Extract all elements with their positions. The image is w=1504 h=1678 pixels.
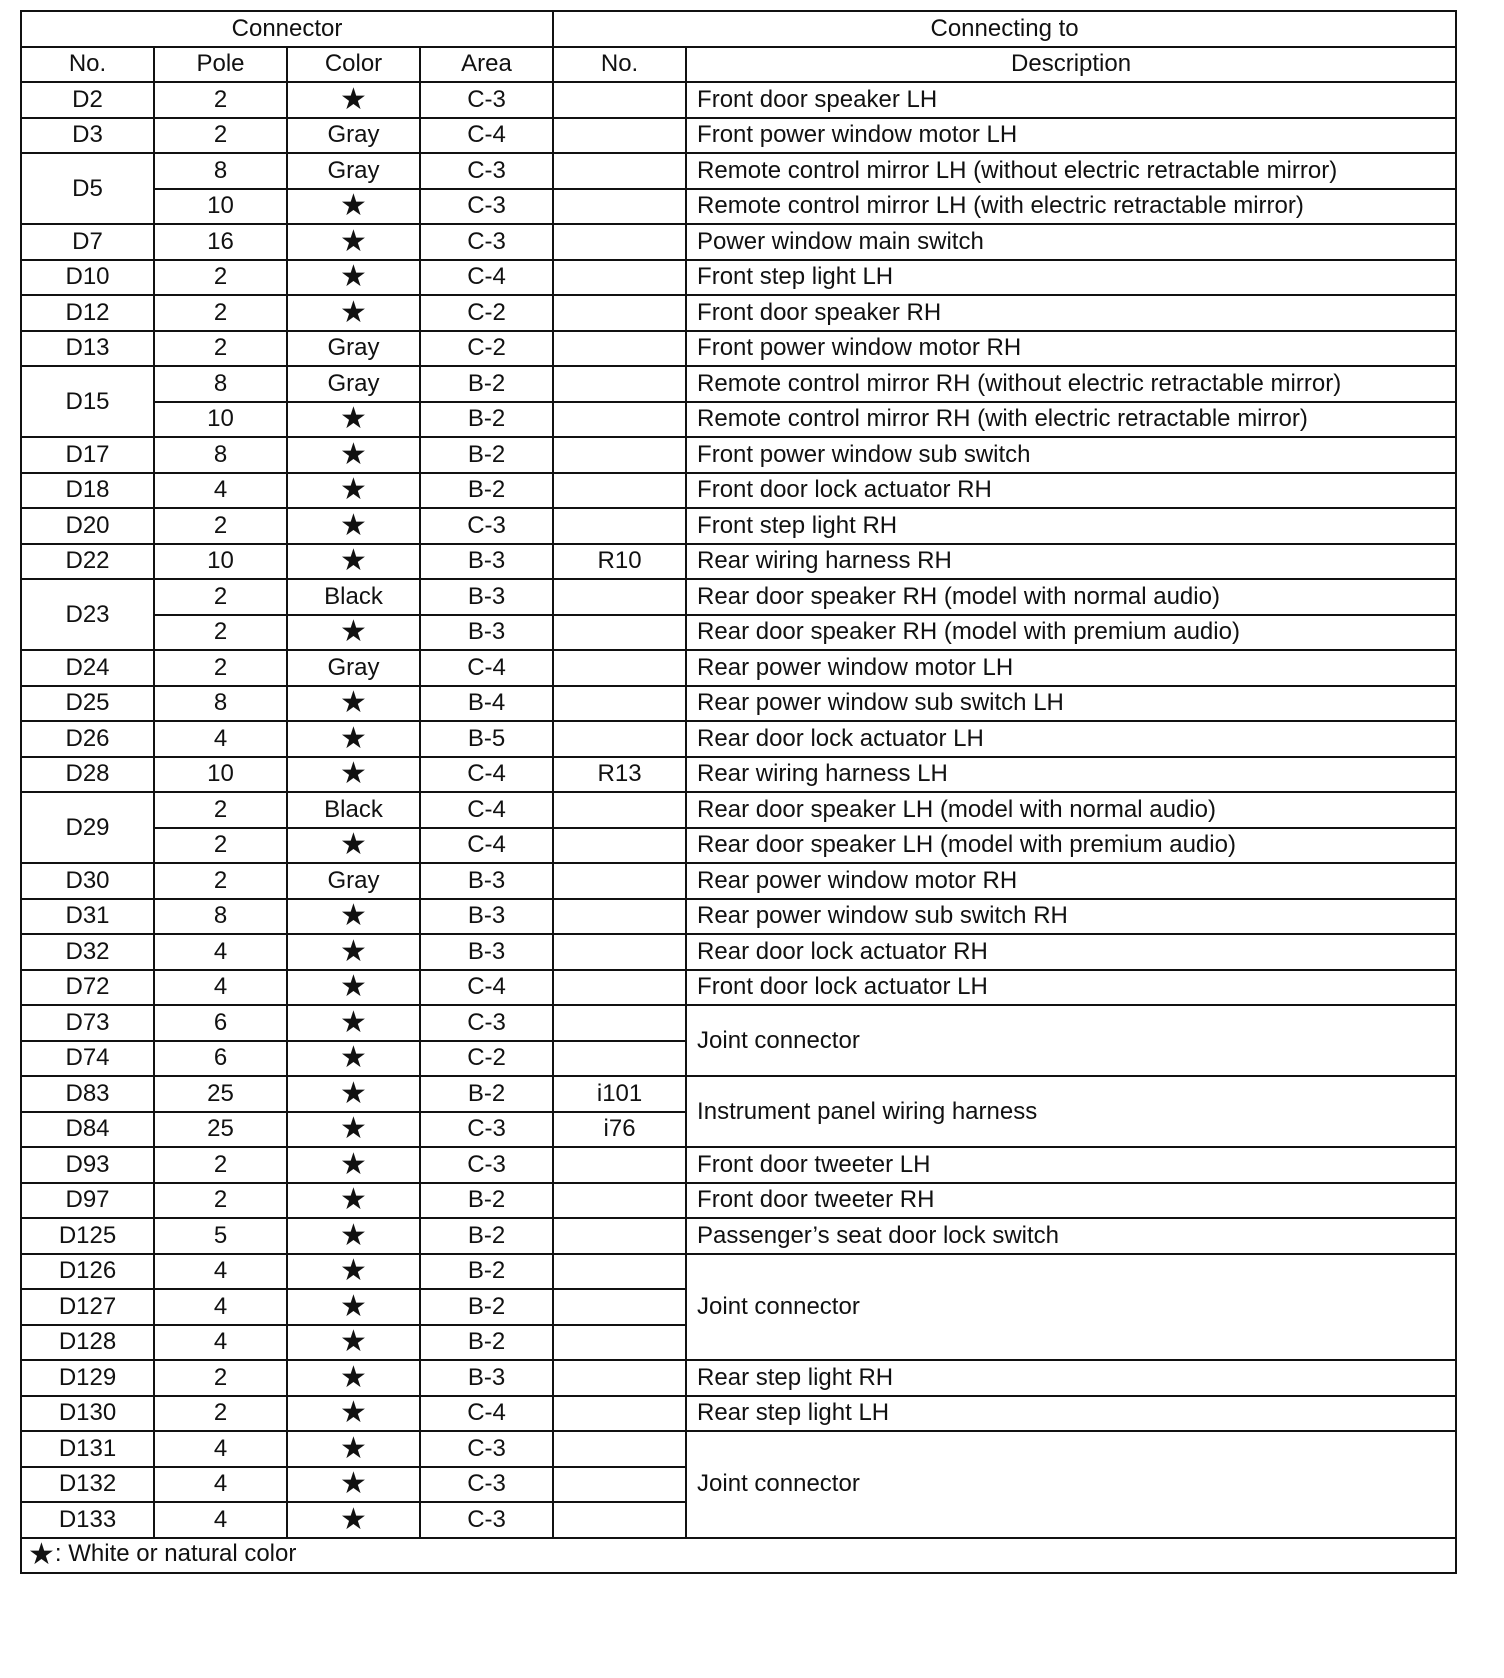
description-cell: Rear door speaker RH (model with normal audio) bbox=[686, 579, 1456, 615]
star-icon: ★ bbox=[287, 1112, 420, 1148]
description-cell: Rear step light LH bbox=[686, 1396, 1456, 1432]
star-icon: ★ bbox=[287, 1041, 420, 1077]
area-cell: C-2 bbox=[420, 1041, 553, 1077]
area-cell: B-3 bbox=[420, 899, 553, 935]
area-cell: C-3 bbox=[420, 508, 553, 544]
connector-no-cell: D20 bbox=[21, 508, 154, 544]
connector-no-cell: D97 bbox=[21, 1183, 154, 1219]
table-row bbox=[21, 828, 1456, 864]
connector-group-header: Connector bbox=[21, 11, 553, 47]
star-icon: ★ bbox=[287, 224, 420, 260]
pole-column-header: Pole bbox=[154, 47, 287, 83]
connecting-no-cell: i101 bbox=[553, 1076, 686, 1112]
description-cell: Rear door speaker LH (model with normal audio) bbox=[686, 792, 1456, 828]
connecting-no-cell bbox=[553, 934, 686, 970]
table-row bbox=[21, 260, 1456, 296]
area-cell: C-3 bbox=[420, 82, 553, 118]
area-cell: C-3 bbox=[420, 189, 553, 225]
connecting-no-cell: R13 bbox=[553, 757, 686, 793]
connector-no-cell: D72 bbox=[21, 970, 154, 1006]
pole-cell: 8 bbox=[154, 686, 287, 722]
table-row bbox=[21, 295, 1456, 331]
star-icon: ★ bbox=[287, 82, 420, 118]
pole-cell: 4 bbox=[154, 721, 287, 757]
star-icon: ★ bbox=[287, 1183, 420, 1219]
area-cell: B-3 bbox=[420, 544, 553, 580]
table-row bbox=[21, 331, 1456, 367]
table-row bbox=[21, 437, 1456, 473]
description-cell: Remote control mirror LH (without electric retractable mirror) bbox=[686, 153, 1456, 189]
connector-no-cell: D128 bbox=[21, 1325, 154, 1361]
connector-no-cell: D7 bbox=[21, 224, 154, 260]
connecting-no-cell bbox=[553, 899, 686, 935]
connector-no-cell: D18 bbox=[21, 473, 154, 509]
color-cell: Gray bbox=[287, 153, 420, 189]
connector-no-cell: D22 bbox=[21, 544, 154, 580]
area-cell: B-3 bbox=[420, 579, 553, 615]
star-icon: ★ bbox=[287, 402, 420, 438]
area-cell: B-2 bbox=[420, 402, 553, 438]
table-row bbox=[21, 757, 1456, 793]
pole-cell: 2 bbox=[154, 295, 287, 331]
connecting-no-cell bbox=[553, 1147, 686, 1183]
area-cell: B-2 bbox=[420, 1254, 553, 1290]
star-icon: ★ bbox=[287, 260, 420, 296]
pole-cell: 2 bbox=[154, 792, 287, 828]
table-row bbox=[21, 402, 1456, 438]
connecting-no-cell bbox=[553, 366, 686, 402]
star-icon: ★ bbox=[287, 1467, 420, 1503]
pole-cell: 2 bbox=[154, 615, 287, 651]
connector-no-cell: D133 bbox=[21, 1502, 154, 1538]
connecting-no-cell bbox=[553, 1502, 686, 1538]
area-cell: B-3 bbox=[420, 934, 553, 970]
connector-no-cell: D29 bbox=[21, 792, 154, 863]
connecting-to-group-header: Connecting to bbox=[553, 11, 1456, 47]
connector-no-cell: D23 bbox=[21, 579, 154, 650]
description-cell: Joint connector bbox=[686, 1254, 1456, 1361]
star-icon: ★ bbox=[287, 615, 420, 651]
connector-no-cell: D84 bbox=[21, 1112, 154, 1148]
star-icon: ★ bbox=[28, 1538, 55, 1572]
pole-cell: 10 bbox=[154, 544, 287, 580]
connecting-no-cell bbox=[553, 331, 686, 367]
pole-cell: 4 bbox=[154, 473, 287, 509]
connecting-no-cell bbox=[553, 1431, 686, 1467]
area-cell: C-4 bbox=[420, 757, 553, 793]
connecting-no-cell bbox=[553, 402, 686, 438]
table-row bbox=[21, 1431, 1456, 1467]
connector-no-cell: D26 bbox=[21, 721, 154, 757]
star-icon: ★ bbox=[287, 1076, 420, 1112]
connector-no-cell: D30 bbox=[21, 863, 154, 899]
star-icon: ★ bbox=[287, 189, 420, 225]
connecting-no-cell bbox=[553, 1218, 686, 1254]
description-cell: Joint connector bbox=[686, 1431, 1456, 1538]
connecting-no-cell bbox=[553, 295, 686, 331]
pole-cell: 25 bbox=[154, 1076, 287, 1112]
connecting-no-cell bbox=[553, 828, 686, 864]
star-icon: ★ bbox=[287, 757, 420, 793]
table-row bbox=[21, 473, 1456, 509]
table-row bbox=[21, 1147, 1456, 1183]
table-row bbox=[21, 970, 1456, 1006]
area-cell: C-3 bbox=[420, 1502, 553, 1538]
star-icon: ★ bbox=[287, 1254, 420, 1290]
area-cell: C-3 bbox=[420, 1112, 553, 1148]
connector-no-cell: D25 bbox=[21, 686, 154, 722]
column-header-row bbox=[21, 47, 1456, 83]
table-row bbox=[21, 579, 1456, 615]
connector-no-cell: D13 bbox=[21, 331, 154, 367]
connector-no-cell: D31 bbox=[21, 899, 154, 935]
connecting-no-cell bbox=[553, 508, 686, 544]
table-row bbox=[21, 366, 1456, 402]
table-row bbox=[21, 686, 1456, 722]
table-row bbox=[21, 934, 1456, 970]
star-icon: ★ bbox=[287, 1396, 420, 1432]
pole-cell: 8 bbox=[154, 899, 287, 935]
connecting-no-cell bbox=[553, 792, 686, 828]
pole-cell: 10 bbox=[154, 189, 287, 225]
color-cell: Black bbox=[287, 579, 420, 615]
connecting-no-cell bbox=[553, 1183, 686, 1219]
connecting-no-cell bbox=[553, 437, 686, 473]
color-column-header: Color bbox=[287, 47, 420, 83]
area-cell: B-2 bbox=[420, 1218, 553, 1254]
area-cell: C-3 bbox=[420, 1467, 553, 1503]
table-row bbox=[21, 721, 1456, 757]
star-icon: ★ bbox=[287, 437, 420, 473]
connecting-no-cell bbox=[553, 1041, 686, 1077]
description-cell: Joint connector bbox=[686, 1005, 1456, 1076]
star-icon: ★ bbox=[287, 473, 420, 509]
pole-cell: 5 bbox=[154, 1218, 287, 1254]
description-cell: Front step light LH bbox=[686, 260, 1456, 296]
table-row bbox=[21, 82, 1456, 118]
table-row bbox=[21, 792, 1456, 828]
connecting-no-cell bbox=[553, 1396, 686, 1432]
connector-no-cell: D130 bbox=[21, 1396, 154, 1432]
connecting-no-cell bbox=[553, 1005, 686, 1041]
area-cell: C-3 bbox=[420, 1431, 553, 1467]
connecting-no-cell bbox=[553, 153, 686, 189]
area-cell: B-2 bbox=[420, 1183, 553, 1219]
table-row bbox=[21, 863, 1456, 899]
description-cell: Front door speaker RH bbox=[686, 295, 1456, 331]
connector-list-sheet bbox=[20, 10, 1455, 1574]
connector-no-cell: D129 bbox=[21, 1360, 154, 1396]
color-cell: Gray bbox=[287, 863, 420, 899]
star-icon: ★ bbox=[287, 544, 420, 580]
connector-no-cell: D131 bbox=[21, 1431, 154, 1467]
connecting-no-cell: R10 bbox=[553, 544, 686, 580]
table-row bbox=[21, 508, 1456, 544]
connecting-no-cell bbox=[553, 189, 686, 225]
description-cell: Front door lock actuator LH bbox=[686, 970, 1456, 1006]
description-cell: Rear door speaker RH (model with premium audio) bbox=[686, 615, 1456, 651]
connecting-no-cell bbox=[553, 1254, 686, 1290]
connecting-no-cell bbox=[553, 260, 686, 296]
connecting-no-cell bbox=[553, 82, 686, 118]
area-cell: C-3 bbox=[420, 1005, 553, 1041]
area-cell: B-2 bbox=[420, 437, 553, 473]
pole-cell: 8 bbox=[154, 366, 287, 402]
connector-no-cell: D10 bbox=[21, 260, 154, 296]
area-cell: C-2 bbox=[420, 331, 553, 367]
pole-cell: 6 bbox=[154, 1005, 287, 1041]
connector-no-cell: D5 bbox=[21, 153, 154, 224]
description-cell: Front step light RH bbox=[686, 508, 1456, 544]
table-row bbox=[21, 615, 1456, 651]
star-icon: ★ bbox=[287, 934, 420, 970]
connecting-no-cell bbox=[553, 650, 686, 686]
description-cell: Power window main switch bbox=[686, 224, 1456, 260]
pole-cell: 8 bbox=[154, 153, 287, 189]
description-cell: Rear door speaker LH (model with premium audio) bbox=[686, 828, 1456, 864]
pole-cell: 4 bbox=[154, 970, 287, 1006]
pole-cell: 4 bbox=[154, 1289, 287, 1325]
connector-no-cell: D73 bbox=[21, 1005, 154, 1041]
star-icon: ★ bbox=[287, 1147, 420, 1183]
table-row bbox=[21, 899, 1456, 935]
description-cell: Rear power window motor LH bbox=[686, 650, 1456, 686]
description-cell: Rear power window motor RH bbox=[686, 863, 1456, 899]
star-icon: ★ bbox=[287, 970, 420, 1006]
star-icon: ★ bbox=[287, 1325, 420, 1361]
connector-no-cell: D126 bbox=[21, 1254, 154, 1290]
table-row bbox=[21, 189, 1456, 225]
pole-cell: 2 bbox=[154, 1147, 287, 1183]
area-cell: C-4 bbox=[420, 970, 553, 1006]
star-icon: ★ bbox=[287, 1005, 420, 1041]
connector-no-cell: D3 bbox=[21, 118, 154, 154]
star-icon: ★ bbox=[287, 686, 420, 722]
connecting-no-cell: i76 bbox=[553, 1112, 686, 1148]
color-cell: Gray bbox=[287, 366, 420, 402]
color-cell: Gray bbox=[287, 650, 420, 686]
area-cell: C-3 bbox=[420, 1147, 553, 1183]
pole-cell: 4 bbox=[154, 1325, 287, 1361]
pole-cell: 8 bbox=[154, 437, 287, 473]
area-cell: B-2 bbox=[420, 1289, 553, 1325]
star-icon: ★ bbox=[287, 1289, 420, 1325]
connector-no-cell: D74 bbox=[21, 1041, 154, 1077]
connector-no-cell: D127 bbox=[21, 1289, 154, 1325]
pole-cell: 2 bbox=[154, 828, 287, 864]
connecting-no-cell bbox=[553, 1360, 686, 1396]
description-cell: Rear wiring harness RH bbox=[686, 544, 1456, 580]
table-row bbox=[21, 153, 1456, 189]
area-cell: C-4 bbox=[420, 1396, 553, 1432]
pole-cell: 2 bbox=[154, 260, 287, 296]
connecting-no-cell bbox=[553, 224, 686, 260]
connector-no-cell: D24 bbox=[21, 650, 154, 686]
description-cell: Remote control mirror RH (without electric retractable mirror) bbox=[686, 366, 1456, 402]
connector-no-cell: D83 bbox=[21, 1076, 154, 1112]
area-cell: B-3 bbox=[420, 863, 553, 899]
table-row bbox=[21, 224, 1456, 260]
pole-cell: 2 bbox=[154, 118, 287, 154]
group-header-row bbox=[21, 11, 1456, 47]
pole-cell: 2 bbox=[154, 579, 287, 615]
description-cell: Remote control mirror LH (with electric retractable mirror) bbox=[686, 189, 1456, 225]
area-cell: B-3 bbox=[420, 615, 553, 651]
area-cell: C-2 bbox=[420, 295, 553, 331]
description-cell: Rear door lock actuator LH bbox=[686, 721, 1456, 757]
table-row bbox=[21, 1396, 1456, 1432]
connecting-no-cell bbox=[553, 970, 686, 1006]
description-cell: Front door speaker LH bbox=[686, 82, 1456, 118]
connecting-no-cell bbox=[553, 473, 686, 509]
connecting-no-cell bbox=[553, 721, 686, 757]
connector-no-cell: D15 bbox=[21, 366, 154, 437]
area-cell: C-4 bbox=[420, 118, 553, 154]
description-cell: Remote control mirror RH (with electric retractable mirror) bbox=[686, 402, 1456, 438]
star-icon: ★ bbox=[287, 899, 420, 935]
pole-cell: 10 bbox=[154, 402, 287, 438]
connecting-no-cell bbox=[553, 1325, 686, 1361]
connecting-no-cell bbox=[553, 615, 686, 651]
star-icon: ★ bbox=[287, 721, 420, 757]
star-icon: ★ bbox=[287, 1502, 420, 1538]
connector-no-cell: D93 bbox=[21, 1147, 154, 1183]
pole-cell: 4 bbox=[154, 1502, 287, 1538]
connector-no-cell: D12 bbox=[21, 295, 154, 331]
color-cell: Black bbox=[287, 792, 420, 828]
table-row bbox=[21, 1254, 1456, 1290]
area-cell: B-2 bbox=[420, 1076, 553, 1112]
table-row bbox=[21, 544, 1456, 580]
area-cell: B-4 bbox=[420, 686, 553, 722]
area-cell: C-4 bbox=[420, 828, 553, 864]
description-cell: Front power window motor RH bbox=[686, 331, 1456, 367]
table-row bbox=[21, 118, 1456, 154]
description-cell: Front door tweeter LH bbox=[686, 1147, 1456, 1183]
connector-no-cell: D132 bbox=[21, 1467, 154, 1503]
area-cell: C-4 bbox=[420, 792, 553, 828]
pole-cell: 16 bbox=[154, 224, 287, 260]
pole-cell: 6 bbox=[154, 1041, 287, 1077]
description-cell: Instrument panel wiring harness bbox=[686, 1076, 1456, 1147]
pole-cell: 2 bbox=[154, 1360, 287, 1396]
pole-cell: 4 bbox=[154, 1254, 287, 1290]
connecting-no-cell bbox=[553, 686, 686, 722]
pole-cell: 2 bbox=[154, 508, 287, 544]
area-cell: B-5 bbox=[420, 721, 553, 757]
connecting-no-cell bbox=[553, 1289, 686, 1325]
star-icon: ★ bbox=[287, 295, 420, 331]
table-row bbox=[21, 1218, 1456, 1254]
pole-cell: 2 bbox=[154, 82, 287, 118]
no-column-header: No. bbox=[21, 47, 154, 83]
legend-row bbox=[21, 1538, 1456, 1574]
color-cell: Gray bbox=[287, 331, 420, 367]
table-row bbox=[21, 650, 1456, 686]
connecting-no-column-header: No. bbox=[553, 47, 686, 83]
connecting-no-cell bbox=[553, 118, 686, 154]
pole-cell: 4 bbox=[154, 1431, 287, 1467]
pole-cell: 4 bbox=[154, 1467, 287, 1503]
description-cell: Front door tweeter RH bbox=[686, 1183, 1456, 1219]
area-cell: B-2 bbox=[420, 1325, 553, 1361]
description-cell: Passenger’s seat door lock switch bbox=[686, 1218, 1456, 1254]
pole-cell: 2 bbox=[154, 331, 287, 367]
description-cell: Front door lock actuator RH bbox=[686, 473, 1456, 509]
area-cell: B-2 bbox=[420, 473, 553, 509]
star-icon: ★ bbox=[287, 1360, 420, 1396]
star-icon: ★ bbox=[287, 1218, 420, 1254]
description-cell: Rear power window sub switch RH bbox=[686, 899, 1456, 935]
description-cell: Rear door lock actuator RH bbox=[686, 934, 1456, 970]
pole-cell: 4 bbox=[154, 934, 287, 970]
connecting-no-cell bbox=[553, 1467, 686, 1503]
legend-note: : White or natural color bbox=[54, 1540, 297, 1568]
pole-cell: 2 bbox=[154, 1396, 287, 1432]
connector-no-cell: D2 bbox=[21, 82, 154, 118]
connector-no-cell: D125 bbox=[21, 1218, 154, 1254]
table-row bbox=[21, 1005, 1456, 1041]
connector-no-cell: D32 bbox=[21, 934, 154, 970]
area-cell: B-2 bbox=[420, 366, 553, 402]
area-column-header: Area bbox=[420, 47, 553, 83]
pole-cell: 2 bbox=[154, 863, 287, 899]
star-icon: ★ bbox=[287, 1431, 420, 1467]
connector-table bbox=[20, 10, 1457, 1574]
legend-cell bbox=[21, 1538, 1456, 1574]
area-cell: B-3 bbox=[420, 1360, 553, 1396]
description-cell: Rear step light RH bbox=[686, 1360, 1456, 1396]
connector-no-cell: D17 bbox=[21, 437, 154, 473]
connecting-no-cell bbox=[553, 863, 686, 899]
area-cell: C-4 bbox=[420, 650, 553, 686]
connecting-no-cell bbox=[553, 579, 686, 615]
star-icon: ★ bbox=[287, 828, 420, 864]
color-cell: Gray bbox=[287, 118, 420, 154]
star-icon: ★ bbox=[287, 508, 420, 544]
pole-cell: 10 bbox=[154, 757, 287, 793]
connector-no-cell: D28 bbox=[21, 757, 154, 793]
description-cell: Front power window sub switch bbox=[686, 437, 1456, 473]
description-cell: Rear power window sub switch LH bbox=[686, 686, 1456, 722]
table-row bbox=[21, 1183, 1456, 1219]
description-cell: Rear wiring harness LH bbox=[686, 757, 1456, 793]
pole-cell: 2 bbox=[154, 1183, 287, 1219]
connector-rows bbox=[21, 82, 1456, 1538]
pole-cell: 25 bbox=[154, 1112, 287, 1148]
area-cell: C-3 bbox=[420, 153, 553, 189]
area-cell: C-3 bbox=[420, 224, 553, 260]
pole-cell: 2 bbox=[154, 650, 287, 686]
description-cell: Front power window motor LH bbox=[686, 118, 1456, 154]
table-row bbox=[21, 1076, 1456, 1112]
table-row bbox=[21, 1360, 1456, 1396]
area-cell: C-4 bbox=[420, 260, 553, 296]
description-column-header: Description bbox=[686, 47, 1456, 83]
